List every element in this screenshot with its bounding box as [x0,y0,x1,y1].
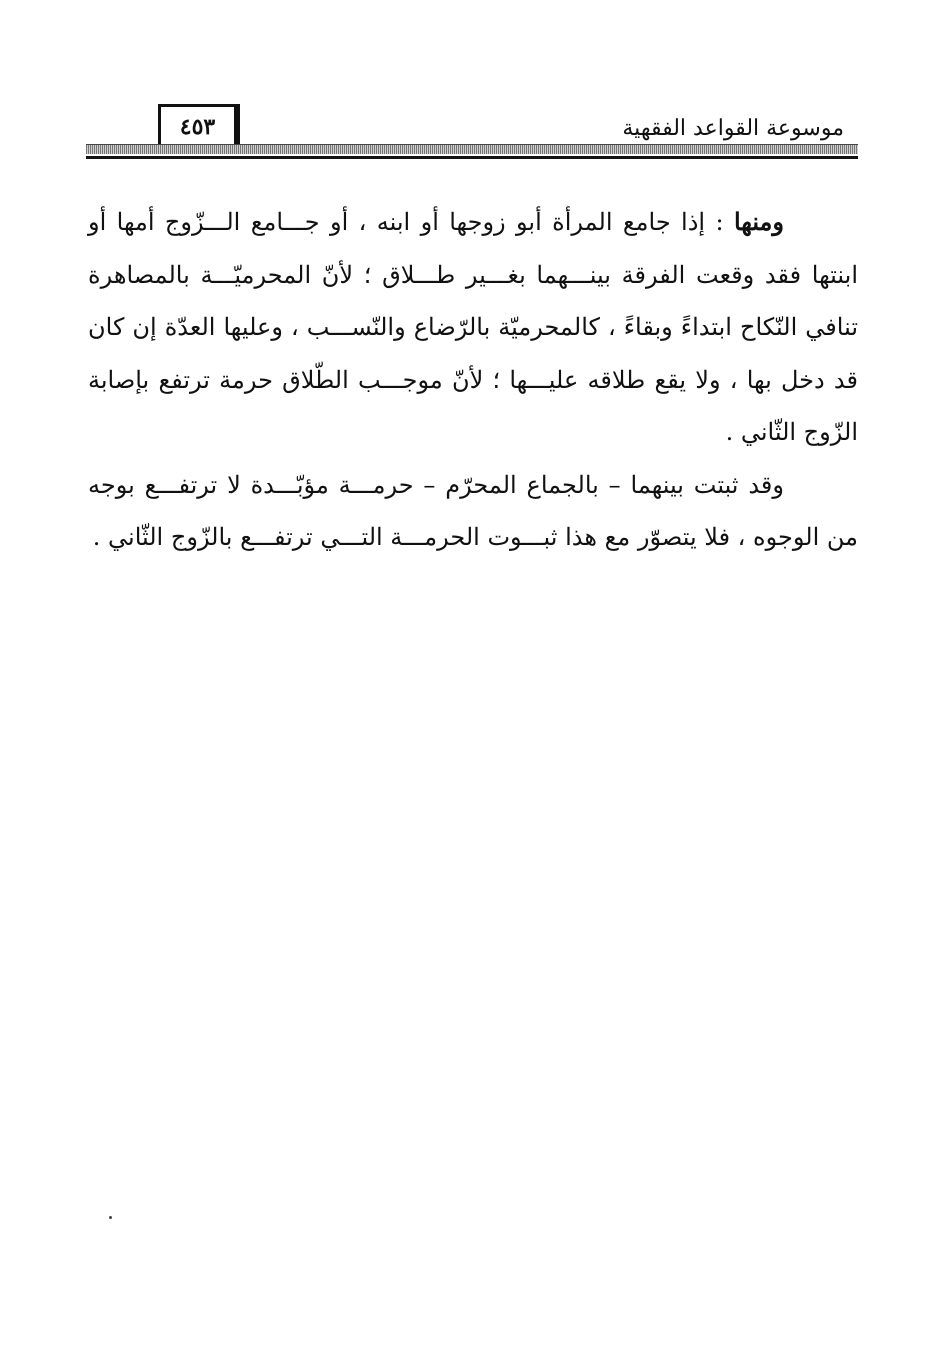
paragraph-2 [88,459,858,564]
page-number: ٤٥٣ [179,114,216,140]
header-solid-rule [86,156,858,159]
running-header [86,100,858,164]
stray-mark [109,1216,112,1219]
paragraph-1 [88,196,858,459]
paragraph-1-lead: ومنها [733,207,784,236]
header-title: موسوعة القواعد الفقهية [622,116,844,141]
header-pattern-rule [86,144,858,154]
body-text [88,196,858,564]
paragraph-1-text: : إذا جامع المرأة أبو زوجها أو ابنه ، أو جـــامع الـــزّوج أمها أو ابنتها فقد وقعت الفرقة بينـــهما بغـــير طـــلاق ؛ لأنّ المحرميّـــة بالمصاهرة تنافي النّكاح ابتداءً وبقاءً ، كالمحرميّة بالرّضاع والنّســـب ، وعليها العدّة إن كان قد دخل بها ، ولا يقع طلاقه عليـــها ؛ لأنّ موجـــب الطّلاق حرمة ترتفع بإصابة الزّوج الثّاني . [88,208,858,446]
paragraph-2-text: وقد ثبتت بينهما – بالجماع المحرّم – حرمـــة مؤبّـــدة لا ترتفـــع بوجه من الوجوه ، فلا يتصوّر مع هذا ثبـــوت الحرمـــة التـــي ترتفـــع بالزّوج الثّاني . [88,470,858,551]
